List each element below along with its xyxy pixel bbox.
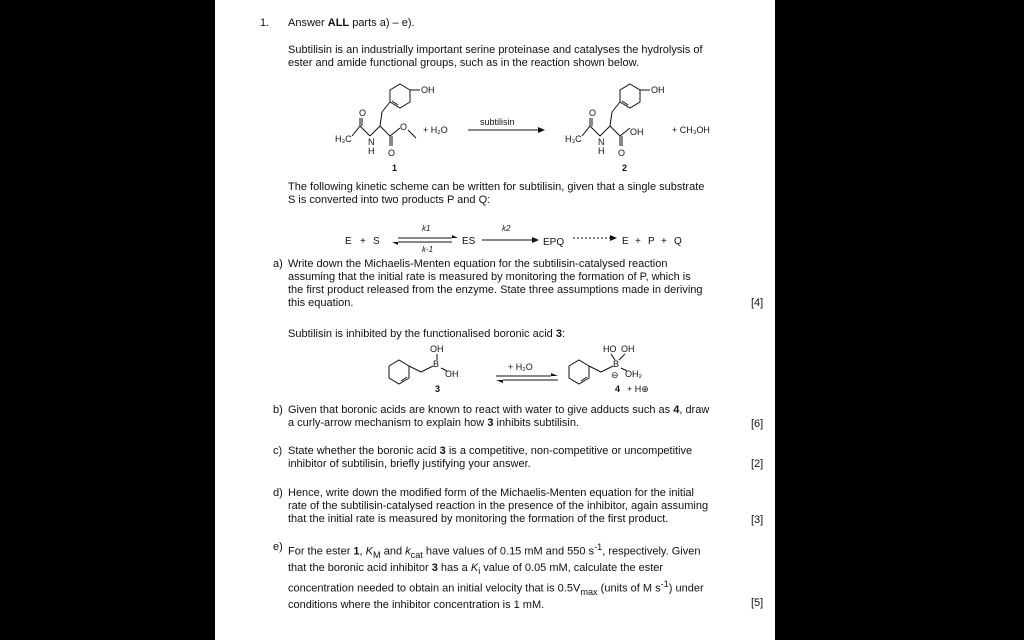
svg-text:O: O [359,108,367,118]
svg-text:H: H [598,146,605,156]
svg-text:+: + [635,236,641,247]
exam-page [215,0,775,640]
intro-line: Answer ALL parts a) – e). [288,17,415,29]
svg-text:N: N [598,137,605,147]
svg-text:+: + [360,236,366,247]
boronic-acid-scheme [375,342,715,406]
svg-text:⊖: ⊖ [611,370,619,380]
question-number: 1. [260,17,270,29]
plus-methanol: + CH₃OH [672,125,710,135]
svg-text:B: B [433,359,440,369]
paragraph-kinetic-scheme: The following kinetic scheme can be written for subtilisin, given that a single substrate S is converted into two products P and Q: [288,181,705,206]
part-a-label: a) [273,258,283,270]
inhibitor-intro: Subtilisin is inhibited by the functionalised boronic acid 3: [288,328,566,340]
part-e-label: e) [273,541,283,553]
svg-text:OH₂: OH₂ [625,369,642,379]
svg-text:S: S [373,236,380,247]
part-e-marks: [5] [751,597,764,609]
svg-text:k-1: k-1 [422,245,434,254]
ester-hydrolysis-reaction [300,78,730,178]
svg-text:+: + [661,236,667,247]
svg-text:ES: ES [462,236,476,247]
part-d-label: d) [273,487,283,499]
svg-text:OH: OH [621,344,635,354]
compound-label-4: 4 [615,384,621,394]
plus-proton: + H⊕ [627,384,649,394]
part-a-text: Write down the Michaelis-Menten equation for the subtilisin-catalysed reaction assuming that the initial rate is measured by monitoring the formation of P, which is the first product released from the enzyme. State three assumptions made in deriving this equation. [288,258,703,309]
part-a-marks: [4] [751,297,764,309]
svg-text:B: B [613,359,620,369]
svg-text:Q: Q [674,236,682,247]
svg-text:O: O [618,148,626,158]
part-c-text: State whether the boronic acid 3 is a competitive, non-competitive or uncompetitive inhibitor of subtilisin, briefly justifying your answer. [288,445,693,470]
paragraph-subtilisin: Subtilisin is an industrially important serine proteinase and catalyses the hydrolysis of ester and amide functional groups, such as in the reaction shown below. [288,44,703,69]
svg-text:HO: HO [603,344,617,354]
part-b-label: b) [273,404,283,416]
svg-text:k2: k2 [502,224,511,233]
svg-text:OH: OH [445,369,459,379]
svg-text:O: O [400,122,408,132]
svg-text:k1: k1 [422,224,431,233]
compound-label-3: 3 [435,384,441,394]
svg-text:O: O [388,148,396,158]
svg-text:E: E [622,236,629,247]
part-c-marks: [2] [751,458,764,470]
part-d-text: Hence, write down the modified form of the Michaelis-Menten equation for the initial rate of the subtilisin-catalysed reaction in the presence of the inhibitor, again assuming that the initial rate is measured by monitoring the formation of the first product. [288,487,709,525]
kinetic-scheme [340,220,710,254]
part-b-text: Given that boronic acids are known to react with water to give adducts such as 4, draw a curly-arrow mechanism to explain how 3 inhibits subtilisin. [288,404,710,429]
plus-water-1: + H₂O [423,125,448,135]
svg-text:OH: OH [430,344,444,354]
svg-text:N: N [368,137,375,147]
svg-text:OH: OH [651,85,665,95]
compound-label-2: 2 [622,163,628,173]
compound-label-1: 1 [392,163,398,173]
plus-water-2: + H₂O [508,362,533,372]
svg-text:P: P [648,236,655,247]
part-c-label: c) [273,445,283,457]
svg-text:EPQ: EPQ [543,237,565,248]
svg-text:H₃C: H₃C [335,134,352,144]
svg-text:H₃C: H₃C [565,134,582,144]
svg-text:E: E [345,236,352,247]
svg-text:OH: OH [630,127,644,137]
part-e-text: For the ester 1, $K_M$ and $k_{cat}$ have values of 0.15 mM and 550 $s^{-1}$, respectively. Given that the boronic acid inhibitor 3 has a $K_i$ value of 0.05 mM, calculate the ester concentration needed to obtain an initial velocity that is $0.5V_{max}$ (units of M $s^{-1}$) under conditions where the inhibitor concentration is 1 mM. [288,542,704,611]
part-b-marks: [6] [751,418,764,430]
svg-text:OH: OH [421,85,435,95]
part-d-marks: [3] [751,514,764,526]
svg-text:H: H [368,146,375,156]
svg-text:O: O [589,108,597,118]
enzyme-label: subtilisin [480,117,515,127]
